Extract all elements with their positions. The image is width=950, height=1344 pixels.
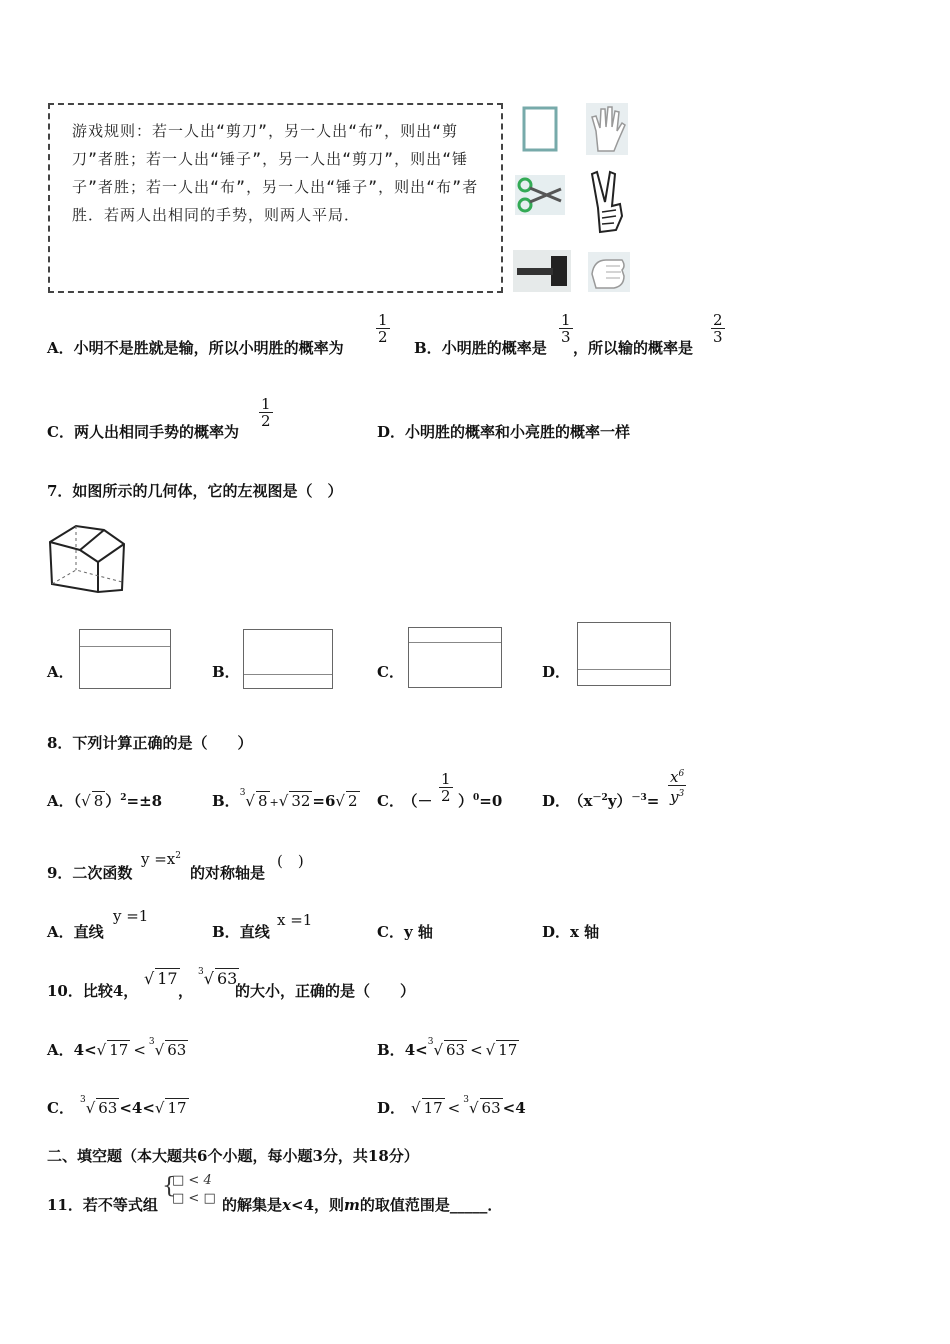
q9-function: $y =x^2$ bbox=[141, 850, 182, 868]
q6-c-fraction: $\frac{1}{2}$ bbox=[261, 395, 271, 430]
geometric-solid-figure bbox=[46, 522, 128, 596]
q10-option-c[interactable]: C． $^3$√ 63 <4<√ 17 bbox=[47, 1095, 187, 1117]
hammer-icon bbox=[513, 250, 571, 292]
q8-option-c[interactable]: C． （－ bbox=[377, 792, 433, 810]
q10-option-d[interactable]: D． √ 17 < $^3$√ 63 <4 bbox=[377, 1095, 526, 1117]
game-rule-box bbox=[48, 103, 503, 293]
q9-option-d[interactable]: D．x 轴 bbox=[542, 923, 600, 941]
hand-fist-icon bbox=[588, 252, 630, 292]
q6-option-d[interactable]: D．小明胜的概率和小亮胜的概率一样 bbox=[377, 423, 631, 441]
q7-option-c-figure[interactable] bbox=[408, 627, 502, 688]
q10-stem: 10．比较4， bbox=[47, 982, 139, 1000]
q8-c-fraction: $\frac{1}{2}$ bbox=[441, 770, 451, 805]
q10-sqrt17: √ 17 bbox=[144, 969, 178, 988]
q9-option-b[interactable]: B．直线 bbox=[212, 923, 270, 941]
q7-option-b-label[interactable]: B． bbox=[212, 663, 240, 681]
q10-option-a[interactable]: A．4<√ 17 < $^3$√ 63 bbox=[47, 1037, 187, 1059]
q7-stem: 7．如图所示的几何体，它的左视图是（ ） bbox=[47, 482, 343, 500]
q6-b-fraction-2: $\frac{2}{3}$ bbox=[713, 311, 723, 346]
hand-v-icon bbox=[588, 168, 628, 234]
q8-option-c-tail: ）$^0$=0 bbox=[458, 792, 503, 810]
q6-option-a[interactable]: A．小明不是胜就是输，所以小明胜的概率为 bbox=[47, 339, 344, 357]
q7-option-a-figure[interactable] bbox=[79, 629, 171, 689]
q11-stem-2: 的解集是x<4，则m的取值范围是_____． bbox=[222, 1196, 503, 1214]
q11-inequality-system: { □ < 4 □ < □ bbox=[162, 1173, 216, 1206]
q8-d-fraction: $\frac{x^6}{y^3}$ bbox=[670, 768, 685, 806]
q6-a-fraction: $\frac{1}{2}$ bbox=[378, 311, 388, 346]
q7-option-c-label[interactable]: C． bbox=[377, 663, 404, 681]
q7-option-d-label[interactable]: D． bbox=[542, 663, 571, 681]
q9-option-c[interactable]: C．y 轴 bbox=[377, 923, 433, 941]
q9-stem: 9．二次函数 bbox=[47, 864, 133, 882]
q9-option-a-expr: y =1 bbox=[113, 907, 149, 925]
q6-option-b-text2: ，所以输的概率是 bbox=[573, 339, 694, 357]
q9-stem-2: 的对称轴是 bbox=[190, 864, 266, 882]
q8-option-b[interactable]: B．$^3$√ 8 +√ 32 =6√ 2 bbox=[212, 788, 358, 810]
q10-stem-2: 的大小，正确的是（ ） bbox=[235, 982, 416, 1000]
q11-answer-blank[interactable]: _____ bbox=[449, 1196, 488, 1214]
q6-b-fraction-1: $\frac{1}{3}$ bbox=[561, 311, 571, 346]
hand-open-icon bbox=[586, 103, 628, 155]
q9-paren: ( ) bbox=[277, 852, 304, 870]
q6-option-c[interactable]: C．两人出相同手势的概率为 bbox=[47, 423, 239, 441]
q10-cbrt63: $^3$√ 63 bbox=[198, 967, 238, 988]
scissors-icon bbox=[515, 175, 565, 215]
q6-option-b[interactable]: B．小明胜的概率是 bbox=[414, 339, 547, 357]
q11-stem: 11．若不等式组 bbox=[47, 1196, 158, 1214]
q7-option-d-figure[interactable] bbox=[577, 622, 671, 686]
q9-option-b-expr: x =1 bbox=[277, 911, 313, 929]
q8-option-d[interactable]: D． $(x^{-2}y)^{-3}=$ bbox=[542, 792, 660, 810]
q10-comma: ， bbox=[178, 982, 194, 1000]
game-rule-text: 游戏规则：若一人出“剪刀”，另一人出“布”，则出“剪刀”者胜；若一人出“锤子”，另一人出“剪刀”，则出“锤子”者胜；若一人出“布”，另一人出“锤子”，则出“布”者胜．若两人出相同的手势，则两人平局． bbox=[72, 122, 479, 224]
q7-option-b-figure[interactable] bbox=[243, 629, 333, 689]
section-2-heading: 二、填空题（本大题共6个小题，每小题3分，共18分） bbox=[47, 1147, 419, 1165]
q10-option-b[interactable]: B．4<$^3$√ 63 < √ 17 bbox=[377, 1037, 518, 1059]
q9-option-a[interactable]: A．直线 bbox=[47, 923, 104, 941]
q7-option-a-label[interactable]: A． bbox=[47, 663, 74, 681]
paper-icon bbox=[520, 105, 560, 153]
q8-stem: 8．下列计算正确的是（ ） bbox=[47, 734, 253, 752]
q8-option-a[interactable]: A．（√ 8 ）$^2$=±8 bbox=[47, 792, 163, 810]
